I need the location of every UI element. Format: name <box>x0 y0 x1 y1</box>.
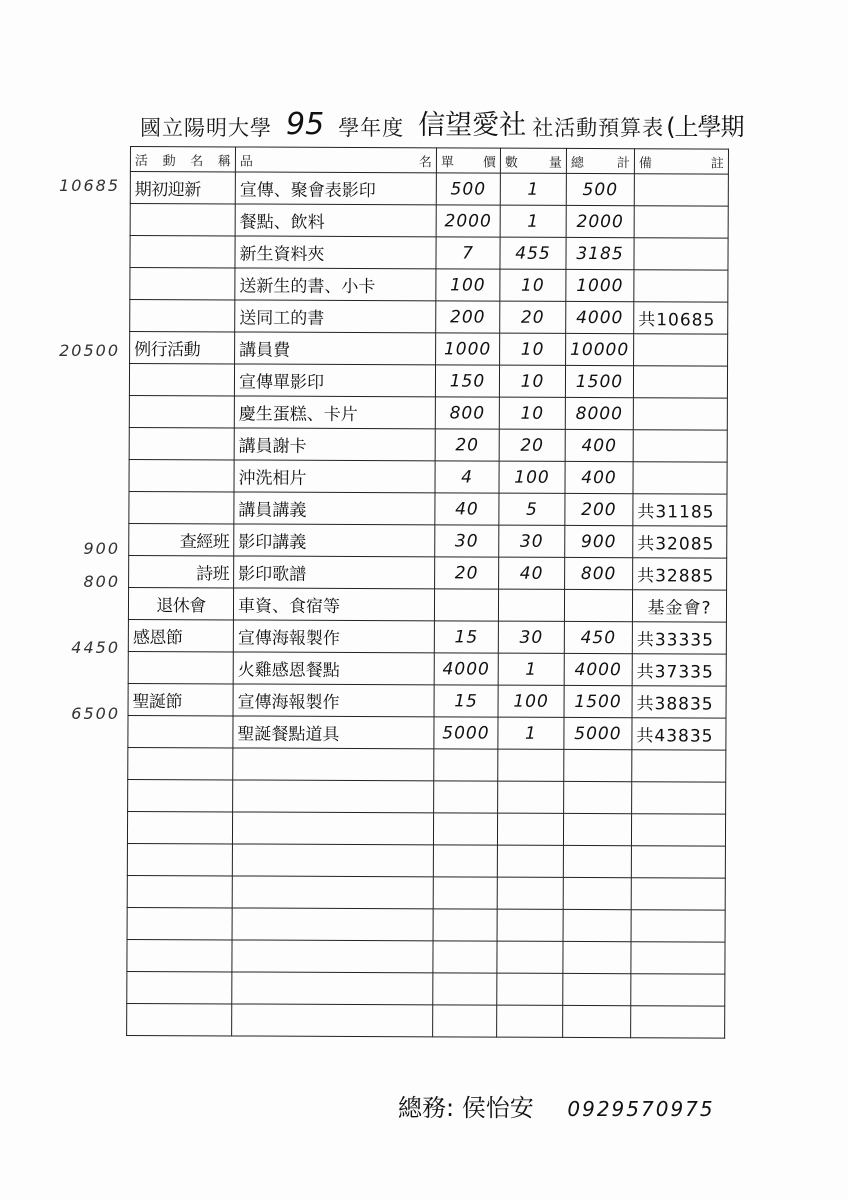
table-row <box>130 332 728 367</box>
treasurer-phone: 0929570975 <box>567 1097 715 1121</box>
activity-name-cell <box>129 459 234 491</box>
note-cell <box>631 878 725 910</box>
quantity-cell: 1 <box>500 205 566 237</box>
unit-price-cell <box>433 877 497 909</box>
note-cell <box>631 974 725 1006</box>
total-cell <box>563 845 631 877</box>
total-cell <box>563 1005 631 1037</box>
item-name-cell: 慶生蛋糕、卡片 <box>234 396 435 429</box>
quantity-cell <box>497 1005 563 1037</box>
activity-name-cell <box>128 715 233 747</box>
margin-subtotal: 900 <box>83 539 120 558</box>
quantity-cell <box>498 589 564 621</box>
unit-price-cell: 30 <box>435 525 499 557</box>
total-cell <box>563 909 631 941</box>
unit-price-cell: 1000 <box>436 333 500 365</box>
margin-subtotal: 6500 <box>71 704 120 723</box>
unit-price-cell: 40 <box>435 493 499 525</box>
activity-name-cell <box>128 747 233 779</box>
note-cell: 共43835 <box>632 718 726 750</box>
item-name-cell: 聖誕餐點道具 <box>233 716 434 749</box>
note-cell <box>631 814 725 846</box>
item-name-cell: 餐點、飲料 <box>235 204 436 237</box>
note-cell <box>632 750 726 782</box>
table-row <box>127 811 725 846</box>
activity-name-cell <box>130 268 235 300</box>
activity-name-cell: 聖誕節 <box>128 683 233 715</box>
table-row <box>130 172 728 207</box>
activity-name-cell: 感恩節 <box>128 619 233 651</box>
unit-price-cell: 200 <box>436 301 500 333</box>
quantity-cell: 10 <box>499 365 565 397</box>
quantity-cell: 20 <box>500 301 566 333</box>
item-name-cell <box>233 748 434 781</box>
note-cell <box>632 782 726 814</box>
activity-name-cell <box>128 651 233 683</box>
unit-price-cell: 500 <box>436 173 500 205</box>
form-title <box>140 98 840 142</box>
budget-table-body <box>127 172 729 1039</box>
quantity-cell: 10 <box>500 333 566 365</box>
unit-price-cell: 4 <box>435 461 499 493</box>
note-cell <box>634 270 728 302</box>
item-name-cell: 送新生的書、小卡 <box>235 268 436 301</box>
note-cell <box>633 366 727 398</box>
header-activity-name: 活 動 名 稱 <box>130 147 235 172</box>
activity-name-cell <box>130 236 235 268</box>
unit-price-cell <box>434 589 498 621</box>
activity-name-cell: 期初迎新 <box>130 172 235 204</box>
activity-name-cell <box>127 843 232 875</box>
item-name-cell <box>232 940 433 973</box>
table-row <box>130 204 728 239</box>
activity-name-cell <box>127 1003 232 1035</box>
note-cell <box>633 430 727 462</box>
item-name-cell: 車資、食宿等 <box>233 588 434 621</box>
table-row <box>129 459 727 494</box>
quantity-cell: 100 <box>499 461 565 493</box>
activity-name-cell <box>129 491 234 523</box>
note-cell: 共32085 <box>633 526 727 558</box>
activity-name-cell <box>127 907 232 939</box>
note-cell: 共38835 <box>632 686 726 718</box>
unit-price-cell <box>434 781 498 813</box>
item-name-cell: 講員講義 <box>234 492 435 525</box>
item-name-cell: 影印講義 <box>234 524 435 557</box>
note-cell <box>634 238 728 270</box>
table-row <box>128 779 726 814</box>
item-name-cell: 宣傳、聚會表影印 <box>235 172 436 205</box>
quantity-cell: 1 <box>500 173 566 205</box>
activity-name-cell <box>129 364 234 396</box>
table-row <box>127 939 725 974</box>
item-name-cell: 送同工的書 <box>235 300 436 333</box>
header-total: 總 計 <box>566 148 634 173</box>
unit-price-cell: 4000 <box>434 653 498 685</box>
quantity-cell: 30 <box>498 621 564 653</box>
activity-name-cell: 詩班 <box>129 555 234 587</box>
unit-price-cell <box>433 1005 497 1037</box>
item-name-cell: 講員謝卡 <box>234 428 435 461</box>
quantity-cell: 10 <box>499 397 565 429</box>
academic-year: 95 <box>286 107 325 142</box>
activity-name-cell: 退休會 <box>128 587 233 619</box>
quantity-cell <box>497 973 563 1005</box>
table-row <box>128 587 726 622</box>
note-cell <box>634 334 728 366</box>
total-cell: 4000 <box>566 301 634 333</box>
header-item-name: 品 名 <box>235 147 436 173</box>
quantity-cell <box>497 877 563 909</box>
note-cell: 共33335 <box>632 622 726 654</box>
item-name-cell: 影印歌譜 <box>234 556 435 589</box>
note-cell <box>634 174 728 206</box>
item-name-cell: 宣傳海報製作 <box>233 620 434 653</box>
note-cell: 共31185 <box>633 494 727 526</box>
table-row <box>129 395 727 430</box>
total-cell <box>564 749 632 781</box>
header-unit-price: 單 價 <box>436 148 500 173</box>
total-cell <box>563 973 631 1005</box>
table-row <box>130 300 728 335</box>
total-cell <box>563 877 631 909</box>
item-name-cell: 講員費 <box>235 332 436 365</box>
quantity-cell <box>497 845 563 877</box>
quantity-cell: 1 <box>498 653 564 685</box>
note-cell: 共32885 <box>633 558 727 590</box>
activity-name-cell <box>128 779 233 811</box>
note-cell <box>633 398 727 430</box>
total-cell <box>564 589 632 621</box>
item-name-cell <box>232 972 433 1005</box>
table-row <box>128 651 726 686</box>
table-row <box>129 364 727 399</box>
form-name: 社活動預算表 <box>532 116 665 140</box>
header-notes: 備 註 <box>634 149 728 174</box>
total-cell: 1500 <box>564 685 632 717</box>
table-row <box>129 491 727 526</box>
unit-price-cell: 15 <box>434 685 498 717</box>
activity-name-cell <box>130 204 235 236</box>
quantity-cell: 30 <box>499 525 565 557</box>
semester: (上學期 <box>666 113 744 141</box>
unit-price-cell: 20 <box>435 557 499 589</box>
table-row <box>127 907 725 942</box>
note-cell: 基金會? <box>632 590 726 622</box>
total-cell: 400 <box>565 461 633 493</box>
item-name-cell <box>232 812 433 845</box>
table-row <box>130 236 728 271</box>
total-cell <box>563 941 631 973</box>
quantity-cell: 40 <box>499 557 565 589</box>
margin-subtotal: 10685 <box>59 176 120 195</box>
unit-price-cell: 20 <box>435 429 499 461</box>
note-cell <box>633 462 727 494</box>
university-name: 國立陽明大學 <box>140 116 272 140</box>
table-row <box>130 268 728 303</box>
activity-name-cell: 例行活動 <box>130 332 235 364</box>
club-name: 信望愛社 <box>418 110 527 141</box>
unit-price-cell: 5000 <box>434 717 498 749</box>
table-row <box>128 715 726 750</box>
quantity-cell <box>498 749 564 781</box>
item-name-cell <box>232 844 433 877</box>
quantity-cell: 5 <box>499 493 565 525</box>
quantity-cell: 1 <box>498 717 564 749</box>
unit-price-cell <box>433 973 497 1005</box>
unit-price-cell: 15 <box>434 621 498 653</box>
table-row <box>128 683 726 718</box>
note-cell: 共37335 <box>632 654 726 686</box>
unit-price-cell: 800 <box>435 397 499 429</box>
total-cell: 400 <box>565 429 633 461</box>
total-cell: 8000 <box>565 397 633 429</box>
unit-price-cell <box>433 909 497 941</box>
activity-name-cell <box>129 395 234 427</box>
item-name-cell: 新生資料夾 <box>235 236 436 269</box>
item-name-cell <box>232 876 433 909</box>
margin-subtotal: 800 <box>83 572 120 591</box>
table-row <box>127 875 725 910</box>
item-name-cell <box>233 780 434 813</box>
item-name-cell <box>232 1004 433 1037</box>
table-row <box>127 1003 725 1038</box>
quantity-cell: 20 <box>499 429 565 461</box>
quantity-cell: 10 <box>500 269 566 301</box>
quantity-cell <box>497 941 563 973</box>
note-cell: 共10685 <box>634 302 728 334</box>
unit-price-cell: 150 <box>435 365 499 397</box>
activity-name-cell <box>127 939 232 971</box>
unit-price-cell: 7 <box>436 237 500 269</box>
quantity-cell <box>498 781 564 813</box>
activity-name-cell <box>129 427 234 459</box>
quantity-cell <box>497 909 563 941</box>
item-name-cell: 火雞感恩餐點 <box>233 652 434 685</box>
table-row <box>129 555 727 590</box>
activity-name-cell <box>127 971 232 1003</box>
unit-price-cell: 100 <box>436 269 500 301</box>
quantity-cell <box>497 813 563 845</box>
quantity-cell: 455 <box>500 237 566 269</box>
total-cell: 500 <box>566 173 634 205</box>
note-cell <box>631 1006 725 1038</box>
margin-subtotal: 4450 <box>71 638 120 657</box>
note-cell <box>631 910 725 942</box>
header-quantity: 數 量 <box>500 148 566 173</box>
unit-price-cell: 2000 <box>436 205 500 237</box>
total-cell: 5000 <box>564 717 632 749</box>
item-name-cell: 沖洗相片 <box>234 460 435 493</box>
total-cell: 450 <box>564 621 632 653</box>
item-name-cell <box>232 908 433 941</box>
total-cell: 10000 <box>566 333 634 365</box>
table-row <box>128 747 726 782</box>
unit-price-cell <box>434 749 498 781</box>
note-cell <box>634 206 728 238</box>
note-cell <box>631 942 725 974</box>
treasurer-signature <box>398 1088 715 1123</box>
total-cell: 800 <box>565 557 633 589</box>
activity-name-cell <box>130 300 235 332</box>
treasurer-label: 總務: <box>398 1094 455 1122</box>
budget-table <box>126 146 729 1039</box>
table-row <box>127 971 725 1006</box>
table-row <box>129 427 727 462</box>
total-cell: 1500 <box>565 365 633 397</box>
treasurer-name: 侯怡安 <box>461 1094 534 1122</box>
total-cell: 1000 <box>566 269 634 301</box>
table-row <box>129 523 727 558</box>
total-cell <box>563 813 631 845</box>
unit-price-cell <box>433 845 497 877</box>
activity-name-cell <box>127 811 232 843</box>
table-row <box>127 843 725 878</box>
quantity-cell: 100 <box>498 685 564 717</box>
unit-price-cell <box>433 813 497 845</box>
total-cell: 900 <box>565 525 633 557</box>
total-cell: 4000 <box>564 653 632 685</box>
total-cell: 3185 <box>566 237 634 269</box>
table-row <box>128 619 726 654</box>
activity-name-cell <box>127 875 232 907</box>
activity-name-cell: 查經班 <box>129 523 234 555</box>
margin-subtotal: 20500 <box>59 341 120 360</box>
unit-price-cell <box>433 941 497 973</box>
total-cell: 2000 <box>566 205 634 237</box>
year-label: 學年度 <box>338 116 405 140</box>
note-cell <box>631 846 725 878</box>
item-name-cell: 宣傳單影印 <box>234 364 435 397</box>
total-cell <box>564 781 632 813</box>
table-header-row <box>130 147 728 175</box>
total-cell: 200 <box>565 493 633 525</box>
item-name-cell: 宣傳海報製作 <box>233 684 434 717</box>
